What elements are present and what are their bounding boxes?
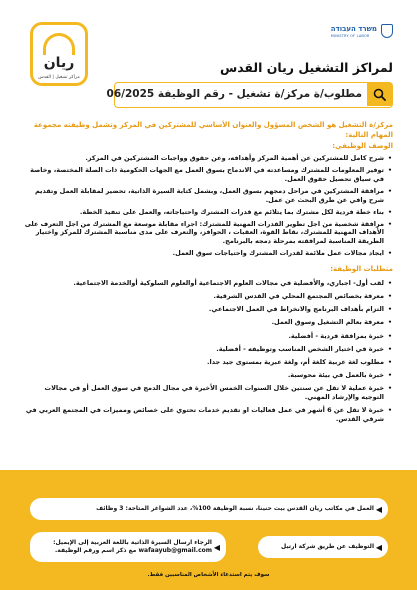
requirements-list [24, 279, 393, 423]
work-info-text: العمل في مكاتب ريان القدس بيت حنينا، نسبة الوظيفة 100%، عدد الشواغر المتاحة: 3 وظائف [96, 504, 374, 512]
job-title-bar [106, 82, 393, 108]
list-item: • لقب أول- اجباري، والأفضلية في مجالات العلوم الاجتماعية أوالعلوم السلوكية أوالخدمة الاجتماعية. [24, 279, 393, 288]
footnote: سوف يتم استدعاء الأشخاص المناسبين فقط. [147, 572, 270, 578]
page-title: لمراكز التشغيل ريان القدس [219, 60, 393, 75]
list-item: • خبرة لا تقل عن 6 أشهر في عمل فعاليات او تقديم خدمات تحتوي على خصائص ومميزات في المجتمع العربي في شرقي القدس. [24, 406, 393, 423]
search-icon [367, 83, 392, 106]
ministry-subtitle: MINISTRY OF LABOR [330, 33, 370, 38]
ministry-logo [331, 24, 393, 38]
duties-list [24, 154, 393, 257]
job-title-text: مطلوب/ة مركز/ة تشغيل - رقم الوظيفة 06/2025 [106, 88, 362, 100]
logo-subtitle: مراكز تشغيل | القدس [38, 75, 80, 80]
list-item: • معرفة بخصائص المجتمع المحلي في القدس الشرقية. [24, 292, 393, 301]
footer-panel [0, 470, 417, 590]
ryan-logo [30, 22, 88, 86]
ministry-name: משרד העבודה [330, 24, 377, 33]
list-item: • خبرة بالعمل في بيئة محوسبة. [24, 371, 393, 380]
list-item: • بناء خطة فردية لكل مشترك بما يتلائم مع قدرات المشترك واحتياجاته، والعمل على تنفيذ الخطة. [24, 208, 393, 217]
hiring-method-text: التوظيف عن طريق شركة ارتيل [281, 542, 374, 550]
list-item: • توفير المعلومات للمشترك ومساعدته في الاندماج بسوق العمل مع الجهات الحكومية ذات الصلة المختصة، وخاصة في سياق تحصيل حقوق العمل. [24, 166, 393, 183]
work-info-pill [30, 498, 388, 520]
hiring-method-pill [258, 536, 388, 558]
requirements-title: متطلبات الوظيفة: [330, 265, 393, 274]
list-item: • التزام بأهداف البرنامج والانخراط في العمل الاجتماعي. [24, 305, 393, 314]
list-item: • مرافقة المشتركين في مراحل دمجهم بسوق العمل، وبشمل كتابة السيرة الذاتية، تحضير لمقابلة العمل وتقديم شرح وافي عن طرق البحث عن عمل. [24, 187, 393, 204]
duties-title: الوصف الوظيفي: [332, 142, 393, 150]
bullet-icon: ◀ [375, 542, 383, 552]
logo-mark-icon [43, 33, 75, 55]
intro-text: مركز/ة التشغيل هو الشخص المسؤول والعنوان الأساسي للمشتركين في المركز وتشمل وظيفته مجموعة المهام التالية: [33, 121, 393, 139]
list-item: • مرافقة شخصية من اجل تطوير القدرات المهنية للمشترك: اجراء مقابلة موسعة مع المشترك من اجل التعرف على الأهداف المهنية للمشترك، نقاط القوة، العقبات ، الحوافز، والتعرف على مدى مناسبة المشترك للمركز واختيار الطريقة المناسبة لمرافقته بمرحلة دمجه بالبرنامج. [24, 220, 393, 246]
ministry-emblem-icon [381, 24, 393, 38]
list-item: • ايجاد مجالات عمل ملائمة لقدرات المشترك واحتياجات سوق العمل. [24, 249, 393, 258]
list-item: • خبرة عملية لا تقل عن سنتين خلال السنوات الخمس الأخيرة في مجال الدمج في سوق العمل أو في مجالات التوجيه والإرشاد المهني. [24, 384, 393, 401]
job-description [24, 121, 393, 423]
list-item: • مطلوب لغة عربية كلغة أم، ولغة عبرية بمستوى جيد جدا. [24, 358, 393, 367]
logo-text: ريان [43, 55, 75, 71]
apply-text: الرجاء ارسال السيرة الذاتية باللغة العربية إلى الإيميل: wafaayub@gmail.com مع ذكر اسم ورقم الوظيفة. [53, 538, 212, 554]
list-item: • شرح كامل للمشتركين عن أهمية المركز وأهدافه، وعن حقوق وواجبات المشتركين في المركز. [24, 154, 393, 163]
list-item: • خبرة بمرافقة فردية - أفضلية. [24, 332, 393, 341]
apply-pill [30, 532, 226, 562]
list-item: • خبرة في اختيار الشخص المناسب وتوظيفه - أفضلية. [24, 345, 393, 354]
bullet-icon: ◀ [375, 504, 383, 514]
list-item: • معرفة بعالم التشغيل وسوق العمل. [24, 318, 393, 327]
bullet-icon: ◀ [213, 542, 221, 552]
